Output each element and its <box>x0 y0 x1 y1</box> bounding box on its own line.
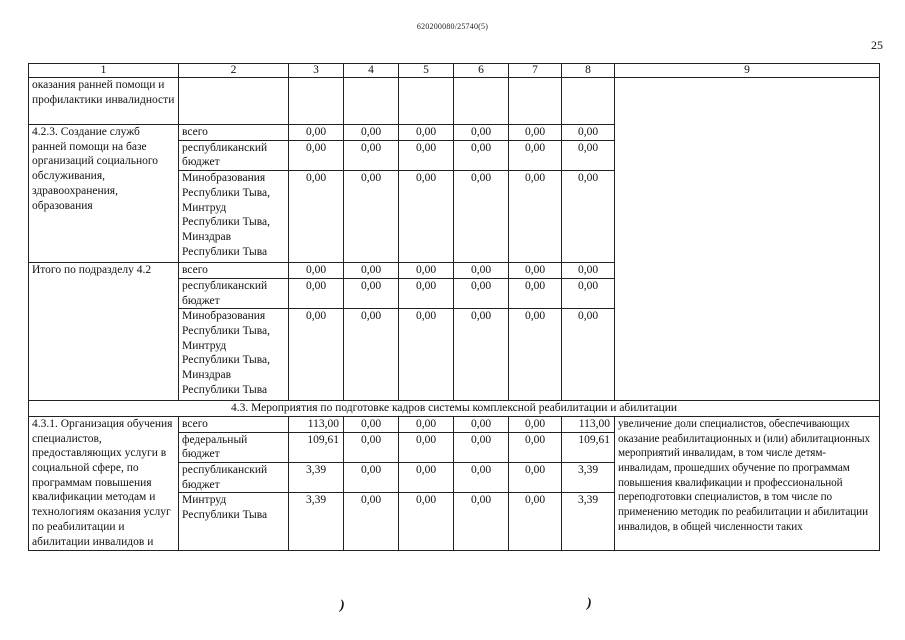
value-cell: 0,00 <box>399 125 454 141</box>
funding-source: республиканский бюджет <box>179 463 289 493</box>
value-cell: 0,00 <box>562 278 615 308</box>
col-header: 2 <box>179 64 289 78</box>
value-cell: 0,00 <box>344 278 399 308</box>
value-cell: 0,00 <box>344 493 399 551</box>
value-cell: 0,00 <box>562 140 615 170</box>
punch-hole-mark: ) <box>340 598 345 613</box>
value-cell: 113,00 <box>562 416 615 432</box>
expected-result: увеличение доли специалистов, обеспечивающих оказание реабилитационных и (или) абилитационных мероприятий инвалидам, в том числе детям-инвалидам, прошедших обучение по программам повышения квалификации и профессиональной переподготовки специалистов, в том числе по применению методик по реабилитации и абилитации инвалидов, в общей численности таких <box>615 416 880 551</box>
funding-source: республиканский бюджет <box>179 140 289 170</box>
value-cell: 0,00 <box>399 263 454 279</box>
value-cell: 0,00 <box>344 263 399 279</box>
col-header: 9 <box>615 64 880 78</box>
value-cell: 0,00 <box>289 309 344 401</box>
value-cell: 3,39 <box>289 493 344 551</box>
value-cell: 109,61 <box>289 432 344 462</box>
measure-label: 4.3.1. Организация обучения специалистов, предоставляющих услуги в социальной сфере, по программам повышения квалификации методам и технологиям оказания услуг по реабилитации и абилитации инвалидов и <box>29 416 179 551</box>
value-cell: 109,61 <box>562 432 615 462</box>
measure-label: 4.2.3. Создание служб ранней помощи на базе организаций социального обслуживания, здравоохранения, образования <box>29 125 179 263</box>
funding-source: Минтруд Республики Тыва <box>179 493 289 551</box>
value-cell: 0,00 <box>509 263 562 279</box>
col-header: 8 <box>562 64 615 78</box>
funding-source: федеральный бюджет <box>179 432 289 462</box>
value-cell: 3,39 <box>562 493 615 551</box>
table-row <box>29 416 880 432</box>
page-number: 25 <box>871 38 883 52</box>
value-cell: 0,00 <box>509 171 562 263</box>
value-cell: 0,00 <box>454 140 509 170</box>
value-cell: 0,00 <box>562 125 615 141</box>
measure-label: Итого по подразделу 4.2 <box>29 263 179 401</box>
value-cell: 0,00 <box>509 416 562 432</box>
value-cell: 0,00 <box>289 140 344 170</box>
col-header: 1 <box>29 64 179 78</box>
funding-source: всего <box>179 125 289 141</box>
value-cell: 0,00 <box>454 432 509 462</box>
value-cell: 0,00 <box>562 263 615 279</box>
value-cell: 0,00 <box>399 432 454 462</box>
table-row <box>29 78 880 125</box>
section-row <box>29 401 880 417</box>
document-id: 620200080/25740(5) <box>416 22 489 31</box>
value-cell: 0,00 <box>454 278 509 308</box>
value-cell: 0,00 <box>289 263 344 279</box>
col-header: 6 <box>454 64 509 78</box>
value-cell: 0,00 <box>509 278 562 308</box>
value-cell: 0,00 <box>454 263 509 279</box>
value-cell: 0,00 <box>454 125 509 141</box>
punch-hole-mark: ) <box>587 596 592 611</box>
col-header: 4 <box>344 64 399 78</box>
col-header: 3 <box>289 64 344 78</box>
value-cell: 0,00 <box>454 416 509 432</box>
value-cell: 0,00 <box>509 463 562 493</box>
measure-label: оказания ранней помощи и профилактики инвалидности <box>29 78 179 125</box>
value-cell: 3,39 <box>562 463 615 493</box>
value-cell: 0,00 <box>289 278 344 308</box>
funding-source: Минобразования Республики Тыва, Минтруд Республики Тыва, Минздрав Республики Тыва <box>179 309 289 401</box>
column-number-row <box>29 64 880 78</box>
col-header: 7 <box>509 64 562 78</box>
value-cell: 0,00 <box>454 171 509 263</box>
funding-source: всего <box>179 263 289 279</box>
value-cell: 0,00 <box>509 125 562 141</box>
budget-table <box>28 63 880 551</box>
value-cell: 3,39 <box>289 463 344 493</box>
value-cell: 0,00 <box>562 309 615 401</box>
value-cell: 0,00 <box>562 171 615 263</box>
value-cell: 0,00 <box>344 309 399 401</box>
value-cell: 0,00 <box>399 171 454 263</box>
value-cell: 0,00 <box>289 125 344 141</box>
value-cell: 0,00 <box>399 140 454 170</box>
value-cell: 0,00 <box>289 171 344 263</box>
value-cell: 0,00 <box>399 416 454 432</box>
funding-source: Минобразования Республики Тыва, Минтруд Республики Тыва, Минздрав Республики Тыва <box>179 171 289 263</box>
value-cell: 0,00 <box>454 463 509 493</box>
value-cell: 0,00 <box>509 493 562 551</box>
value-cell: 0,00 <box>454 493 509 551</box>
value-cell: 0,00 <box>509 140 562 170</box>
value-cell: 0,00 <box>399 493 454 551</box>
value-cell: 0,00 <box>454 309 509 401</box>
section-heading: 4.3. Мероприятия по подготовке кадров системы комплексной реабилитации и абилитации <box>29 401 880 417</box>
value-cell: 0,00 <box>399 463 454 493</box>
value-cell: 0,00 <box>509 432 562 462</box>
funding-source: всего <box>179 416 289 432</box>
value-cell: 0,00 <box>344 463 399 493</box>
value-cell: 0,00 <box>344 125 399 141</box>
result-cell <box>615 78 880 401</box>
funding-source: республиканский бюджет <box>179 278 289 308</box>
value-cell: 0,00 <box>344 432 399 462</box>
value-cell: 0,00 <box>344 416 399 432</box>
value-cell: 0,00 <box>509 309 562 401</box>
value-cell: 0,00 <box>344 140 399 170</box>
value-cell: 0,00 <box>399 309 454 401</box>
value-cell: 113,00 <box>289 416 344 432</box>
value-cell: 0,00 <box>399 278 454 308</box>
col-header: 5 <box>399 64 454 78</box>
value-cell: 0,00 <box>344 171 399 263</box>
